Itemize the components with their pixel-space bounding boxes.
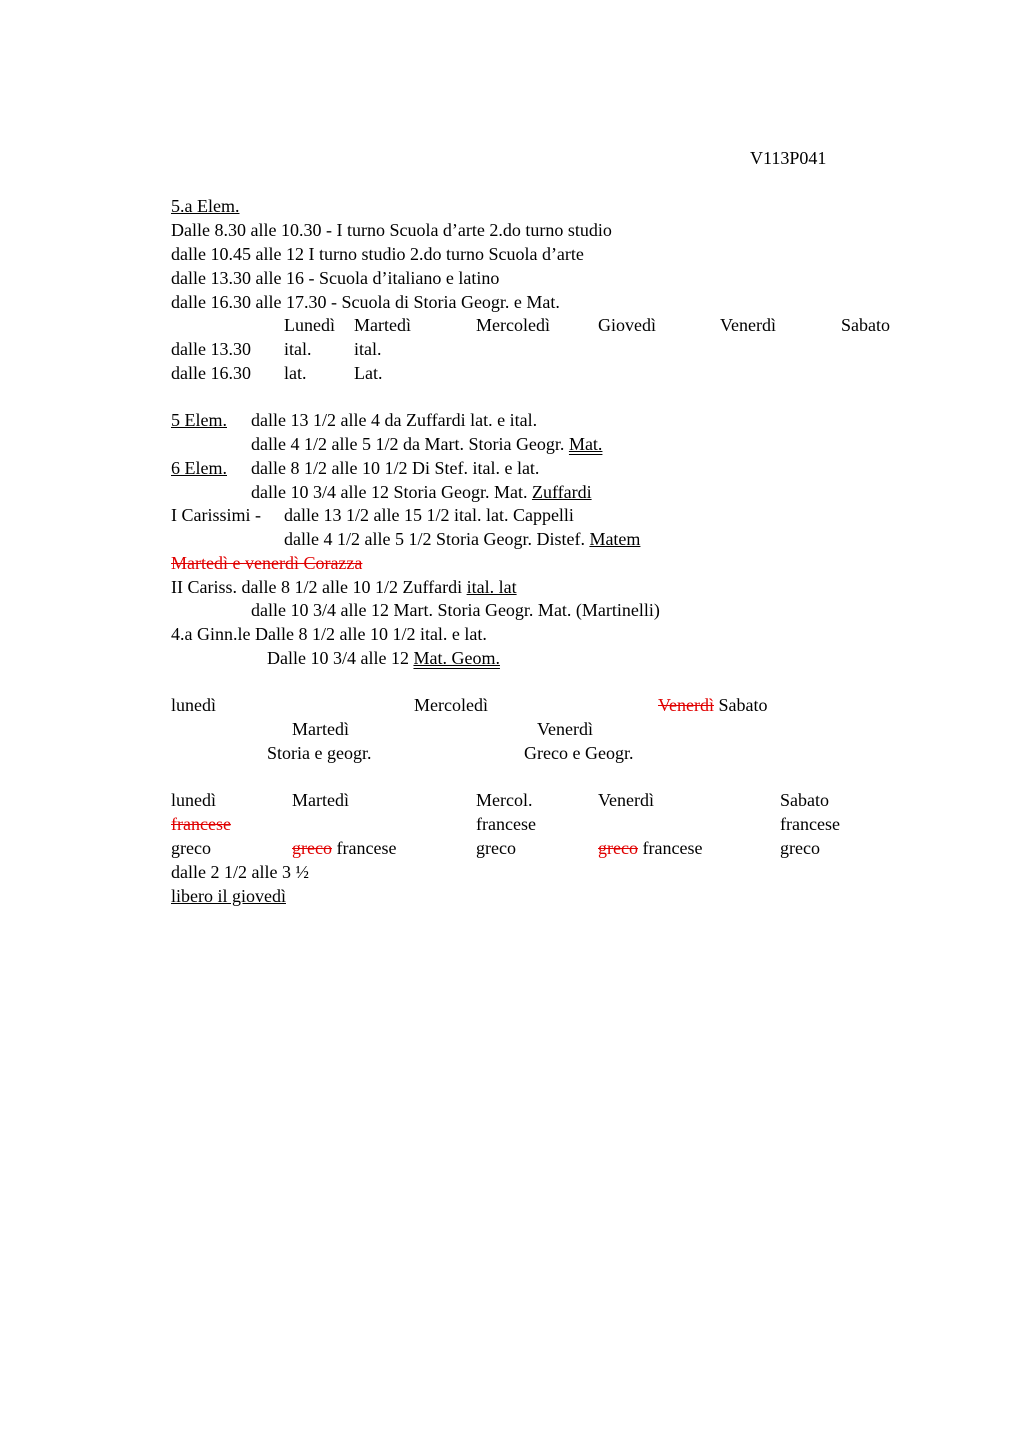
struck-line: Martedì e venerdì Corazza [171,553,363,573]
day-label [658,695,767,715]
day-label: lunedì [171,695,216,715]
row-cell [292,838,396,858]
day-header: Venerdì [598,790,654,810]
struck-text: francese [171,814,231,834]
schedule-line [267,648,500,668]
note-line: libero il giovedì [171,886,286,906]
text-span: francese [642,838,703,858]
text-span: dalle 4 1/2 alle 5 1/2 Storia Geogr. Distef. [284,529,590,549]
schedule-line: dalle 13.30 alle 16 - Scuola d’italiano e latino [171,268,500,288]
text-span: francese [336,838,397,858]
schedule-line: dalle 13 1/2 alle 15 1/2 ital. lat. Cappelli [284,505,574,525]
day-header: Mercoledì [476,315,550,335]
day-header: Giovedì [598,315,656,335]
day-header: Lunedì [284,315,335,335]
schedule-line: Dalle 8.30 alle 10.30 - I turno Scuola d’arte 2.do turno studio [171,220,612,240]
schedule-line: 4.a Ginn.le Dalle 8 1/2 alle 10 1/2 ital. e lat. [171,624,487,644]
text-span: II Cariss. dalle 8 1/2 alle 10 1/2 Zuffardi [171,577,467,597]
underlined-text: Mat. [568,434,603,454]
day-header: Sabato [780,790,829,810]
day-header: Martedì [292,790,349,810]
underlined-text: ital. lat [466,577,517,597]
day-header: lunedì [171,790,216,810]
schedule-line: dalle 13 1/2 alle 4 da Zuffardi lat. e ital. [251,410,538,430]
row-time: dalle 13.30 [171,339,251,359]
class-label-5-elem: 5 Elem. [171,410,227,430]
day-header: Venerdì [720,315,776,335]
schedule-line: dalle 10.45 alle 12 I turno studio 2.do turno Scuola d’arte [171,244,584,264]
struck-text: greco [292,838,332,858]
schedule-line: dalle 10 3/4 alle 12 Mart. Storia Geogr. Mat. (Martinelli) [251,600,660,620]
underlined-text: Zuffardi [531,482,592,502]
struck-text: greco [598,838,638,858]
row-cell: ital. [354,339,382,359]
day-header: Martedì [354,315,411,335]
row-cell: greco [476,838,516,858]
row-cell: Lat. [354,363,383,383]
section-title-5a-elem: 5.a Elem. [171,196,240,216]
day-label: Martedì [292,719,349,739]
day-header: Sabato [841,315,890,335]
row-cell: francese [476,814,536,834]
class-label-6-elem: 6 Elem. [171,458,227,478]
row-cell: lat. [284,363,307,383]
row-cell: ital. [284,339,312,359]
row-cell: greco [780,838,820,858]
row-time: dalle 16.30 [171,363,251,383]
subject-label: Greco e Geogr. [524,743,634,763]
day-label: Venerdì [537,719,593,739]
schedule-line [171,577,517,597]
underlined-text: Mat. Geom. [413,648,500,668]
time-line: dalle 2 1/2 alle 3 ½ [171,862,309,882]
schedule-line [251,434,602,454]
underlined-text: Matem [589,529,641,549]
text-span: dalle 4 1/2 alle 5 1/2 da Mart. Storia Geogr. [251,434,569,454]
schedule-line: dalle 8 1/2 alle 10 1/2 Di Stef. ital. e lat. [251,458,540,478]
class-label-carissimi: I Carissimi - [171,505,261,525]
subject-label: Storia e geogr. [267,743,372,763]
schedule-line [284,529,640,549]
row-cell: francese [780,814,840,834]
text-span: dalle 10 3/4 alle 12 Storia Geogr. Mat. [251,482,532,502]
row-cell: greco [171,838,211,858]
struck-text: Venerdì [658,695,714,715]
schedule-line [251,482,592,502]
day-header: Mercol. [476,790,533,810]
row-cell [598,838,702,858]
text-span: Sabato [718,695,768,715]
schedule-line: dalle 16.30 alle 17.30 - Scuola di Storia Geogr. e Mat. [171,292,560,312]
text-span: Dalle 10 3/4 alle 12 [267,648,414,668]
document-id: V113P041 [750,148,827,168]
day-label: Mercoledì [414,695,488,715]
